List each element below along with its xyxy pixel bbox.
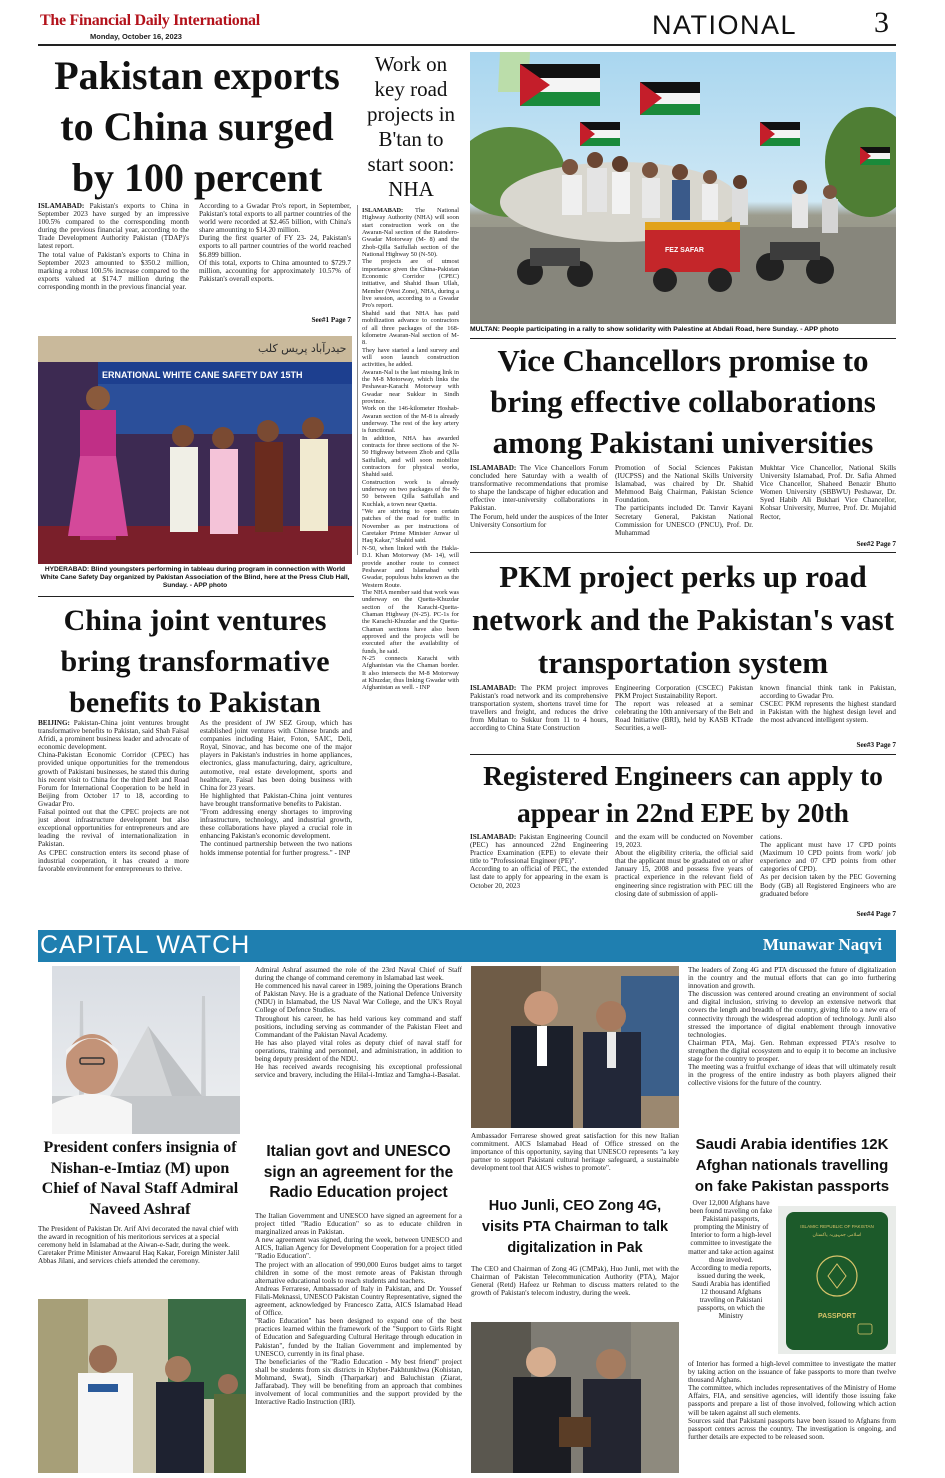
hyderabad-caption: HYDERABAD: Blind youngsters performing in tableau during program in connection with World White Cane Safety Day organized by Pakistan Association of the Blind, here at the Press Club Hall, Sunday. - APP photo	[40, 566, 350, 589]
president-body-text: The President of Pakistan Dr. Arif Alvi decorated the naval chief with the award in recognition of his meritorious services at a special ceremony held in Islamabad at the Aiwan-e-Sadr, during the week. Caretaker Prime Minister Anwaarul Haq Kakar, Foreign Minister Jalil Abbas Jilani, and services chiefs attended the ceremony.	[38, 1225, 240, 1266]
pkm-col2-text: Engineering Corporation (CSCEC) Pakistan PKM Project Sustainability Report. The report was released at a seminar celebrating the 10th anniversary of the Belt and Road Initiative (BRI), held by KASB KTrade Securities, a well-	[615, 684, 753, 733]
vc-see-link[interactable]: See#2 Page 7	[856, 540, 896, 548]
lead-col2	[199, 202, 351, 314]
china-col2	[200, 719, 352, 925]
unesco-body-text: The Italian Government and UNESCO have signed an agreement for a project titled "Radio Education" so as to educate children in marginalized areas in Pakistan. A new agreement was signed, during the week, between UNESCO and AICS, Italian Agency for Development Cooperation for a project titled "Radio Education". The project with an allocation of 990,000 Euros budget aims to target children in some of the most remote areas of Pakistan through alternative educational tools to reach students and teachers. Andreas Ferrarese, Ambassador of Italy in Pakistan, and Dr. Youssef Filali-Meknassi, UNESCO Pakistan Country Representative, signed the agreement, acknowledged by Francesco Zatta, AICS Islamabad Head of Office. "Radio Education" has been designed to expand one of the best practices learned within the framework of the "Support to Girls Right of Education and Safeguarding Cultural Heritage through education in Pakistan", funded by the Italian Government and implemented by UNESCO, currently in its final phase. The beneficiaries of the "Radio Education - My best friend" project shall be students from six districts in Khyber-Pakhtunkhwa (Kohistan, Mohmand, Swat), Sindh (Tharparkar) and Baluchistan (Ziarat, Jaffarabad). They will be benefiting from an approach that combines involvement of local communities and the support provided by the Interactive Radio Instruction (IRI).	[255, 1212, 462, 1407]
lead-col1-text: ISLAMABAD: Pakistan's exports to China in September 2023 have surged by an impressive 100.5% compared to the corresponding month during the previous financial year, according to the Trade Development Authority Pakistan (TDAP)'s latest report. The total value of Pakistan's exports to China in September 2023 amounted to $350.2 million, marking a robust 100.5% increase compared to the exports valued at $174.7 million during the corresponding month in the previous financial year.	[38, 202, 189, 291]
saudi-headline: Saudi Arabia identifies 12K Afghan nationals travelling on fake Pakistan passports	[694, 1136, 890, 1195]
press-club-sign: حیدرآباد پریس کلب	[258, 342, 347, 355]
tableau-illustration	[38, 336, 352, 564]
saudi-body-wide-text: of Interior has formed a high-level committee to investigate the matter by taking action on the issuance of fake passports to more than twelve thousand Afghans. The committee, which includes representatives of the Ministry of Home Affairs, FIA, and sensitive agencies, will identify those issuing fake passports and prepare a list of those involved, following which action will be taken against all such elements. Sources said that Pakistani passports have been issued to Afghans from passport centers across the country. The investigation is ongoing, and further details are expected to be released soon.	[688, 1360, 896, 1441]
pkm-col3	[760, 684, 896, 740]
president-headline: President confers insignia of Nishan-e-Imtiaz (M) upon Chief of Naval Staff Admiral Naveed Ashraf	[41, 1139, 239, 1218]
pakistan-passport-photo	[778, 1206, 896, 1354]
passport-label: PASSPORT	[818, 1313, 856, 1320]
epe-col2-text: and the exam will be conducted on November 19, 2023. About the eligibility criteria, the official said that the applicant must be graduated on or after January 15, 2008 and possess five years of practical experience in the relevant field of engineering since registration with PEC till the closing date of submission of appli-	[615, 833, 753, 898]
zong-pta-photo	[471, 1322, 679, 1473]
epe-col3	[760, 833, 896, 909]
ambassador-illustration	[471, 966, 679, 1128]
ceremony-illustration	[38, 1299, 246, 1473]
lead-col1	[38, 202, 189, 327]
multan-caption-rule	[470, 338, 896, 339]
epe-col1-text: ISLAMABAD: Pakistan Engineering Council (PEC) has announced 22nd Engineering Practice Examination (EPE) to elevate their title to "Professional Engineer (PE)". According to an official of PEC, the extended last date to apply for appearing in the exam is October 20, 2023	[470, 833, 608, 890]
epe-col1	[470, 833, 608, 921]
unesco-headline: Italian govt and UNESCO sign an agreement for the Radio Education project	[263, 1143, 454, 1201]
china-col1-text: BEIJING: Pakistan-China joint ventures brought transformative benefits to Pakistan, said Shah Faisal Afridi, a prominent business leader and advocate of economic development. China-Pakistan Economic Corridor (CPEC) has provided unique opportunities for the tremendous growth of Pakistani businesses, he stated this during his recent visit to China for the third Belt and Road Forum for International Cooperation to be held in Beijing from October 17 to 18, according to Gwadar Pro. Faisal pointed out that the CPEC projects are not just about infrastructure development but also exceptional opportunities for entrepreneurs and are leading the revival of internationalization in Pakistan. As CPEC construction enters its second phase of industrial cooperation, it has created a more favorable environment for entrepreneurs to thrive.	[38, 719, 189, 873]
zong-top-body-text: The leaders of Zong 4G and PTA discussed the future of digitalization in the country and the mutual efforts that can go into furthering innovation and growth. The discussion was centered around creating an environment of social and digital inclusion, striving to develop an extensive network that covers the length and breadth of the country, giving life to a new era of connectivity through the widespread adoption of technology. Junli also stressed the importance of digital enablement through innovative technologies. Chairman PTA, Maj. Gen. Rehman expressed PTA's resolve to strengthen the digital ecosystem and to equip it to become an inclusive stage for the country to prosper. The meeting was a fruitful exchange of ideas that will ultimately result in the progress of the entire industry as both players aligned their collective visions for the future of the country.	[688, 966, 896, 1088]
insignia-ceremony-photo	[38, 1299, 246, 1473]
vc-col2	[615, 464, 753, 542]
epe-see-link[interactable]: See#4 Page 7	[856, 910, 896, 918]
vc-col2-text: Promotion of Social Sciences Pakistan (IUCPSS) and the National Skills University Islamabad, was chaired by Dr. Shahid Mehmood Baig Chairman, Pakistan Science Foundation. The participants included Dr. Tanvir Kayani Secretary General, Pakistan National Commission for UNESCO (PNCU), Prof. Dr. Muhammad	[615, 464, 753, 537]
pkm-see-link[interactable]: See#3 Page 7	[856, 741, 896, 749]
china-col2-text: As the president of JW SEZ Group, which has established joint ventures with Chinese brands and companies including Haier, Foton, SAIC, Deli, Royal, Sinovac, and has become one of the major players in Pakistan's industries in home appliances, electronics, glass manufacturing, dairy, agriculture, automotive, real estate development, sports and healthcare, Faisal has been doing business with China for 23 years. He highlighted that Pakistan-China joint ventures have brought transformative benefits to Pakistan. "From addressing energy shortages to improving infrastructure, technology, and industrial growth, these collaborations have played a crucial role in enhancing Pakistan's economic development. The continued partnership between the two nations holds immense potential for further progress." - INP	[200, 719, 352, 857]
pkm-headline: PKM project perks up road network and the Pakistan's vast transportation system	[472, 559, 894, 680]
epe-headline: Registered Engineers can apply to appear in 22nd EPE by 20th	[483, 760, 883, 828]
zong-top-body	[688, 966, 896, 1132]
vc-col3-text: Mukhtar Vice Chancellor, National Skills University Islamabad, Prof. Dr. Safia Ahmed Vice Chancellor, Shaheed Benazir Bhutto Women University (SBBWU) Peshawar, Dr. Syed Habib Ali Bukhari Vice Chancellor, Kohsar University, Murree, Prof. Dr. Mujahid Rector,	[760, 464, 896, 521]
naval-body	[255, 966, 462, 1138]
china-col1	[38, 719, 189, 925]
rally-illustration	[470, 52, 896, 324]
china-headline: China joint ventures bring transformative benefits to Pakistan	[60, 604, 330, 719]
pkm-bottom-rule	[470, 754, 896, 755]
pkm-col3-text: known financial think tank in Pakistan, according to Gwadar Pro. CSCEC PKM represents the highest standard in Pakistan with the highest design level and the most advanced intelligent system.	[760, 684, 896, 725]
issue-date: Monday, October 16, 2023	[90, 32, 182, 41]
saudi-body-wide	[688, 1360, 896, 1474]
truck-text: FEZ SAFAR	[665, 247, 704, 254]
vc-col1-text: ISLAMABAD: The Vice Chancellors Forum concluded here Saturday with a wealth of transformative recommendations that promise to shape the landscape of higher education and effective inter-university collaborations in Pakistan. The Forum, held under the auspices of the Inter University Consortium for	[470, 464, 608, 529]
masthead	[38, 8, 908, 44]
column-author: Munawar Naqvi	[762, 935, 882, 954]
ambassador-photo	[471, 966, 679, 1128]
passport-urdu: اسلامی جمہوریہ پاکستان	[812, 1233, 862, 1238]
palestine-flag-2	[640, 82, 700, 115]
vc-headline: Vice Chancellors promise to bring effective collaborations among Pakistani universities	[490, 343, 876, 460]
event-banner: ERNATIONAL WHITE CANE SAFETY DAY 15TH	[102, 370, 303, 380]
nha-body-text: ISLAMABAD: The National Highway Authority (NHA) will soon start construction work on the Awaran-Nal section of the Ratodero-Gwadar Motorway (M- 8) and the Zhob-Qilla Saifullah section of the National Highway 50 (N-50). The projects are of utmost importance given the China-Pakistan Economic Corridor (CPEC) initiative, and Shahid Ihsan Ullah, Member (West Zone), NHA, during a live session, according to a Gwadar Pro's report. Shahid said that NHA has paid mobilization advance to contractors of all three packages of the 168-kilometre Awaran-Nal section of M- 8. They have started a land survey and will soon launch construction activities, he added. Awaran-Nal is the last missing link in the M-8 Motorway, which links the Peshawar-Karachi Motorway with Gwadar near Sukkur in Sindh province. Work on the 146-kilometer Hoshab-Awaran section of the M-8 is already underway. The rest of the key artery is functional. In addition, NHA has awarded contracts for three sections of the N- 50 Highway between Zhob and Qilla Saifullah, and will soon mobilize contractors for physical works, Shahid said. Construction work is already underway on two packages of the N-50 between Qilla Saifullah and Kuchlak, a town near Quetta. "We are striving to open certain patches of the road for traffic in November as per instructions of Caretaker Prime Minister Anwar ul Haq Kakar," Shahid said. N-50, when linked with the Hakla-D.I. Khan Motorway (M- 14), will provide another route to connect Peshawar and Islamabad with Gwadar, populous hubs known as the Western Route. The NHA member said that work was underway on the Quetta-Khuzdar section of the Karachi-Quetta-Chaman Highway (N-25). PC-1s for the Karachi-Khuzdar and the Quetta-Chaman sections have also been approved and the projects will be executed after the availability of funds, he said. N-25 connects Karachi with Afghanistan via the Chaman border. It also intersects the M-8 Motorway at Khuzdar, thus linking Gwadar with Afghanistan as well. - INP	[362, 207, 459, 692]
lead-headline: Pakistan exports to China surged by 100 percent	[54, 53, 340, 200]
zong-body	[471, 1265, 679, 1315]
hyderabad-tableau-photo	[38, 336, 352, 564]
saudi-body-narrow-text: Over 12,000 Afghans have been found traveling on fake Pakistani passports, prompting the Ministry of Interior to form a high-level committee to investigate the matter and take action against those involved. According to media reports, issued during the week, Saudi Arabia has identified 12 thousand Afghans traveling on Pakistani passports, on which the Ministry	[688, 1199, 774, 1321]
paper-name: The Financial Daily International	[40, 12, 260, 29]
lead-see-link[interactable]: See#1 Page 7	[311, 316, 351, 324]
epe-col3-text: cations. The applicant must have 17 CPD points (Maximum 10 CPD points from work/ job experience and 07 CPD points from other categories of CPD). As per decision taken by the PEC Governing Body (GB) all Registered Engineers who are graduated before	[760, 833, 896, 898]
vc-col3	[760, 464, 896, 536]
multan-caption: MULTAN: People participating in a rally to show solidarity with Palestine at Abdali Road, here Sunday. - APP photo	[470, 326, 839, 333]
palestine-flag-5	[860, 147, 890, 165]
ambassador-body-text: Ambassador Ferrarese showed great satisfaction for this new Italian commitment. AICS Islamabad Head of Office stressed on the importance of this opportunity, saying that UNESCO represents "a key partner to support Pakistani cultural heritage safeguard, a sustainable development tool that AICS wishes to promote".	[471, 1132, 679, 1173]
ambassador-body	[471, 1132, 679, 1192]
vc-col1	[470, 464, 608, 542]
president-body	[38, 1225, 246, 1293]
capital-watch-title: CAPITAL WATCH	[40, 931, 251, 959]
masthead-rule	[38, 44, 896, 46]
pkm-col1	[470, 684, 608, 748]
page-number: 3	[874, 6, 889, 39]
hyderabad-caption-rule	[38, 596, 354, 597]
mosque-illustration	[52, 966, 240, 1134]
zong-illustration	[471, 1322, 679, 1473]
unesco-body	[255, 1212, 462, 1474]
lead-col2-text: According to a Gwadar Pro's report, in September, Pakistan's total exports to all partner countries of the world were recorded at $2.465 billion, with China's share amounting to $14.20 million. During the first quarter of FY 23- 24, Pakistan's exports to all partner countries of the world reached $6.899 billion. Of this total, exports to China amounted to $729.7 million, accounting for approximately 10.57% of Pakistan's overall exports.	[199, 202, 351, 283]
pkm-col1-text: ISLAMABAD: The PKM project improves Pakistan's road network and its comprehensive transportation system, shortens travel time for travellers and freight, and reduces the drive from Multan to Sukkur from 11 to 4 hours, according to China State Construction	[470, 684, 608, 733]
palestine-flag-4	[580, 122, 620, 146]
capital-watch-bar	[38, 930, 896, 962]
vc-bottom-rule	[470, 552, 896, 553]
multan-rally-photo	[470, 52, 896, 324]
section-name: NATIONAL	[652, 10, 798, 40]
faisal-mosque-admiral-photo	[52, 966, 240, 1134]
palestine-flag-1	[520, 64, 600, 106]
pkm-col2	[615, 684, 753, 748]
zong-headline: Huo Junli, CEO Zong 4G, visits PTA Chairman to talk digitalization in Pak	[481, 1198, 669, 1256]
palestine-flag-3	[760, 122, 800, 146]
souvenir-frame	[559, 1417, 591, 1447]
passport-illustration	[778, 1206, 896, 1354]
zong-body-text: The CEO and Chairman of Zong 4G (CMPak), Huo Junli, met with the Chairman of Pakistan Telecommunication Authority (PTA), Major General (Retd) Hafeez ur Rehman to discuss matters related to the growth of Pakistan's telecom industry, during the week.	[471, 1265, 679, 1298]
passport-country: ISLAMIC REPUBLIC OF PAKISTAN	[800, 1224, 874, 1229]
saudi-body-narrow	[688, 1199, 774, 1359]
nha-left-rule	[357, 205, 358, 555]
epe-col2	[615, 833, 753, 921]
nha-headline: Work on key road projects in B'tan to start soon: NHA	[366, 52, 456, 201]
naval-body-text: Admiral Ashraf assumed the role of the 23rd Naval Chief of Staff during the change of command ceremony in Islamabad last week. He commenced his naval career in 1989, joining the Operations Branch of Pakistan Navy. He is a graduate of the National Defence University (NDU) in Islamabad, the US Naval War College, and the UK's Royal College of Defence Studies. Throughout his career, he has held various key command and staff positions, including serving as commander of the Pakistan Fleet and Commandant of the Pakistan Naval Academy. He has also played vital roles as deputy chief of naval staff for operations, training and personnel, and administration, in addition to being deputy president of the NDU. He has received awards recognising his exceptional professional service and bravery, including the Hilal-i-Imtiaz and Tamgha-i-Basalat.	[255, 966, 462, 1080]
